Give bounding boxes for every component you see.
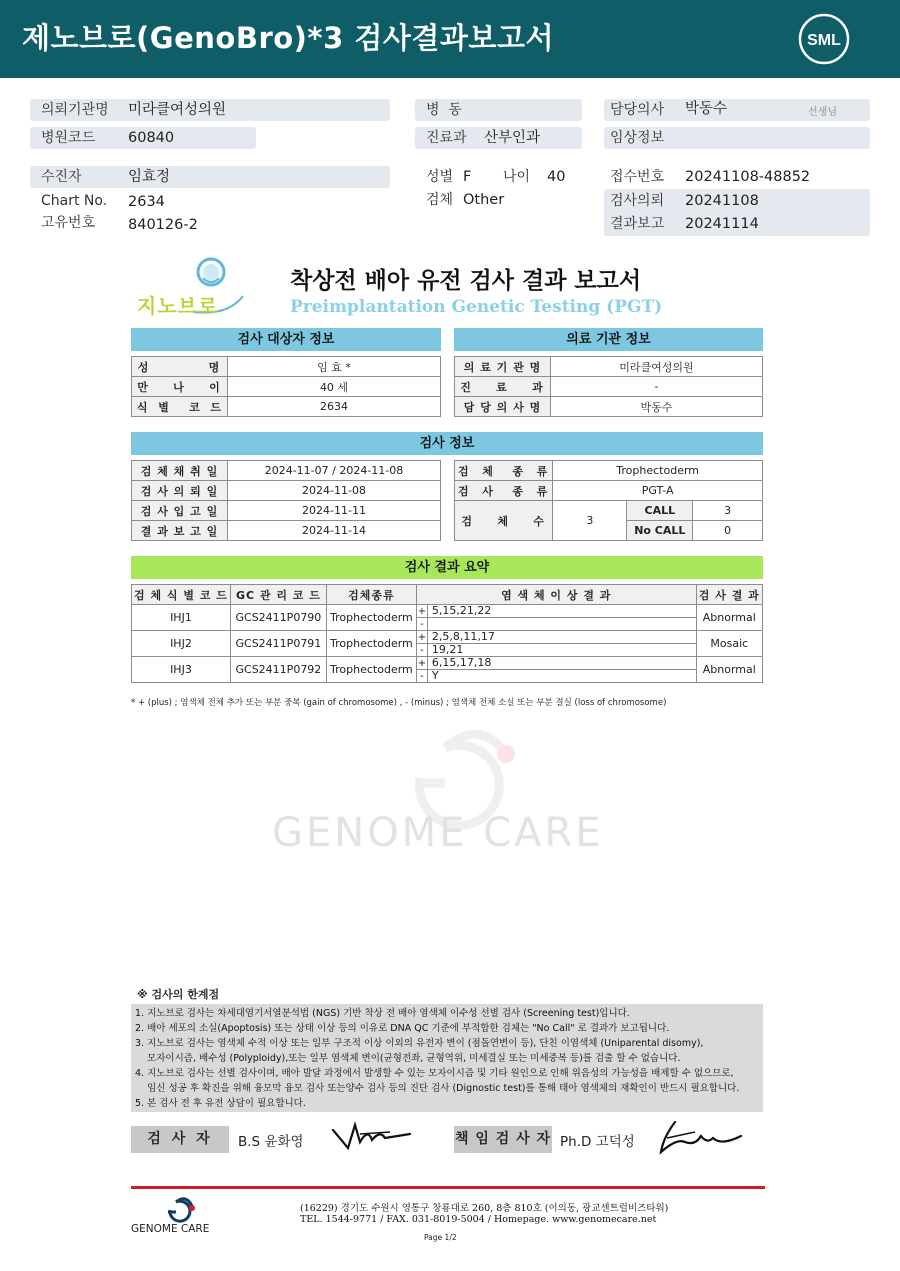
table-row [132,461,441,481]
table-row [132,357,441,377]
institution-name-value: 미라클여성의원 [551,357,763,377]
report-title: 착상전 배아 유전 검사 결과 보고서 [290,268,642,294]
table-row [455,357,763,377]
request-date-value: 2024-11-08 [228,481,441,501]
row3-type: Trophectoderm [326,657,416,683]
sml-logo-text: SML [807,32,841,49]
patient-label: 수진자 [41,169,82,185]
specimen-count-label: 검 체 수 [455,501,553,541]
row3-plus-sign: + [417,657,427,669]
table-row [455,397,763,417]
limitation-line: 5. 본 검사 전 후 유전 상담이 필요합니다. [135,1098,306,1109]
receive-date-label: 검 사 입 고 일 [132,501,228,521]
page-number: Page 1/2 [424,1233,457,1242]
subject-name-label: 성 명 [132,357,228,377]
specimen-count-value: 3 [553,501,627,541]
subject-header: 검사 대상자 정보 [131,328,441,351]
table-header-row [132,585,763,605]
institution-header: 의료 기관 정보 [454,328,763,351]
call-label: CALL [627,501,693,521]
row1-plus: 5,15,21,22 [427,605,696,618]
row2-minus: 19,21 [427,644,696,657]
col-gc-code: GC 관 리 코 드 [230,585,326,605]
age-value: 40 [547,169,566,185]
institution-name-label: 의 료 기 관 명 [455,357,551,377]
footer-address: (16229) 경기도 수원시 영통구 창룡대로 260, 8층 810호 (이의동, 광교센트럴비즈타워) [300,1203,669,1214]
table-row [132,377,441,397]
hosp-code-label: 병원코드 [41,130,96,146]
req-inst-label: 의뢰기관명 [41,102,109,118]
doctor-label: 담당의사 [610,102,665,118]
table-row [132,501,441,521]
col-specimen-type: 검체종류 [326,585,416,605]
age-label: 나이 [503,169,531,185]
request-label: 검사의뢰 [610,193,665,209]
genobro-logo-text [137,290,218,319]
subject-id-label: 식 별 코 드 [132,397,228,417]
chart-no-value: 2634 [128,194,165,210]
table-row [132,631,763,644]
request-date-label: 검 사 의 뢰 일 [132,481,228,501]
report-date-label: 결 과 보 고 일 [132,521,228,541]
table-row [132,521,441,541]
row3-plus: 6,15,17,18 [427,657,696,670]
doctor-suffix: 선생님 [808,107,837,118]
row3-minus-sign: - [416,670,427,683]
row3-minus: Y [427,670,696,683]
test-type-value: PGT-A [553,481,763,501]
limitations-box [131,1004,763,1112]
table-row [132,481,441,501]
limitation-line: 임신 성공 후 확진을 위해 융모막 융모 검사 또는양수 검사 등의 진단 검사 (Dignostic test)를 통해 태아 염색체의 재확인이 반드시 필요합니다. [135,1083,740,1094]
receipt-value: 20241108-48852 [685,169,811,185]
row2-minus-sign: - [416,644,427,657]
ward-label: 병 동 [426,102,462,118]
chief-tester-label: 책 임 검 사 자 [454,1126,552,1153]
specimen-label: 검체 [426,192,454,208]
institution-table [454,356,763,417]
col-chromosome-result: 염 색 체 이 상 결 과 [416,585,696,605]
row2-plus: 2,5,8,11,17 [427,631,696,644]
test-dates-table [131,460,441,541]
report-subtitle: Preimplantation Genetic Testing (PGT) [290,297,663,317]
sml-logo-icon [798,13,850,65]
clinical-label: 임상정보 [610,130,665,146]
patient-value: 임효정 [128,169,171,185]
report-date-value: 2024-11-14 [228,521,441,541]
watermark-text: GENOME CARE [272,810,604,856]
collect-date-label: 검 체 채 취 일 [132,461,228,481]
limitation-line: 모자이시즘, 배수성 (Polyploidy),또는 일부 염색체 변이(균형전좌, 균형역위, 미세결실 또는 미세중복 등)를 검출 할 수 없습니다. [135,1053,681,1064]
receive-date-value: 2024-11-11 [228,501,441,521]
sex-value: F [463,169,472,185]
req-inst-value: 미라클여성의원 [128,102,227,118]
institution-doctor-value: 박동수 [551,397,763,417]
genome-care-logo-text: GENOME CARE [131,1223,210,1235]
row1-minus-sign: - [416,618,427,631]
table-row [455,501,763,521]
limitation-line: 2. 배아 세포의 소실(Apoptosis) 또는 상태 이상 등의 이유로 DNA QC 기준에 부적합한 검체는 "No Call" 로 결과가 보고됩니다. [135,1023,670,1034]
institution-dept-value: - [551,377,763,397]
subject-table [131,356,441,417]
row2-plus-sign: + [417,631,427,643]
specimen-value: Other [463,192,505,208]
table-row [132,397,441,417]
chief-signature-icon [655,1118,745,1158]
subject-age-value: 40 세 [228,377,441,397]
row1-gc: GCS2411P0790 [230,605,326,631]
summary-header: 검사 결과 요약 [131,556,763,579]
table-row [455,481,763,501]
row1-plus-sign: + [417,605,427,617]
specimen-type-label: 검 체 종 류 [455,461,553,481]
tester-label: 검 사 자 [131,1126,229,1153]
row2-gc: GCS2411P0791 [230,631,326,657]
row2-id: IHJ2 [132,631,231,657]
tester-name: B.S 윤화영 [238,1134,304,1150]
receipt-label: 접수번호 [610,169,665,185]
report-value: 20241114 [685,216,759,232]
row3-gc: GCS2411P0792 [230,657,326,683]
tester-signature-icon [330,1120,415,1155]
limitation-line: 1. 지노브로 검사는 차세대염기서열분석법 (NGS) 기반 착상 전 배아 염색체 이수성 선별 검사 (Screening test)입니다. [135,1008,630,1019]
collect-date-value: 2024-11-07 / 2024-11-08 [228,461,441,481]
limitations-title: ※ 검사의 한계점 [137,988,220,1001]
footer-divider [131,1186,765,1189]
row1-type: Trophectoderm [326,605,416,631]
institution-dept-label: 진 료 과 [455,377,551,397]
subject-name-value: 임 효 * [228,357,441,377]
dept-label: 진료과 [426,130,467,146]
footer-contact: TEL. 1544-9771 / FAX. 031-8019-5004 / Homepage. www.genomecare.net [300,1214,657,1225]
table-row [455,461,763,481]
doctor-value: 박동수 [685,101,728,117]
genome-care-logo-icon [150,1196,200,1224]
call-value: 3 [693,501,763,521]
report-label: 결과보고 [610,216,665,232]
nocall-value: 0 [693,521,763,541]
summary-table [131,584,763,683]
col-specimen-id: 검 체 식 별 코 드 [132,585,231,605]
row3-id: IHJ3 [132,657,231,683]
report-header-bar [0,0,900,78]
row1-result: Abnormal [696,605,762,631]
test-info-header: 검사 정보 [131,432,763,455]
table-row [132,657,763,670]
table-row [455,377,763,397]
row2-result: Mosaic [696,631,762,657]
limitation-line: 3. 지노브로 검사는 염색체 수적 이상 또는 일부 구조적 이상 이외의 유전자 변이 (점돌연변이 등), 단친 이염색체 (Uniparental disomy), [135,1038,704,1049]
hosp-code-value: 60840 [128,130,175,146]
subject-age-label: 만 나 이 [132,377,228,397]
row1-id: IHJ1 [132,605,231,631]
chart-no-label: Chart No. [41,193,108,209]
dept-value: 산부인과 [484,130,541,146]
summary-footnote: * + (plus) ; 염색체 전체 추가 또는 부분 중복 (gain of chromosome) , - (minus) ; 염색체 전체 소실 또는 부분 결실 (loss of chromosome) [131,698,667,708]
specimen-type-value: Trophectoderm [553,461,763,481]
table-row [132,605,763,618]
patient-row [30,166,390,188]
test-specimen-table [454,460,763,541]
row2-type: Trophectoderm [326,631,416,657]
unique-id-label: 고유번호 [41,215,96,231]
chief-tester-name: Ph.D 고덕성 [560,1134,635,1150]
row3-result: Abnormal [696,657,762,683]
row1-minus [427,618,696,631]
request-value: 20241108 [685,193,759,209]
subject-id-value: 2634 [228,397,441,417]
report-header-title: 제노브로(GenoBro)*3 검사결과보고서 [22,21,554,55]
unique-id-value: 840126-2 [128,217,198,233]
institution-doctor-label: 담 당 의 사 명 [455,397,551,417]
test-type-label: 검 사 종 류 [455,481,553,501]
nocall-label: No CALL [627,521,693,541]
limitation-line: 4. 지노브로 검사는 선별 검사이며, 배아 발달 과정에서 발생할 수 있는 모자이시즘 및 기타 원인으로 인해 위음성의 가능성을 배제할 수 없으므로, [135,1068,734,1079]
sex-label: 성별 [426,169,454,185]
col-test-result: 검 사 결 과 [696,585,762,605]
genobro-logo-label: 지노브로 [137,294,219,318]
